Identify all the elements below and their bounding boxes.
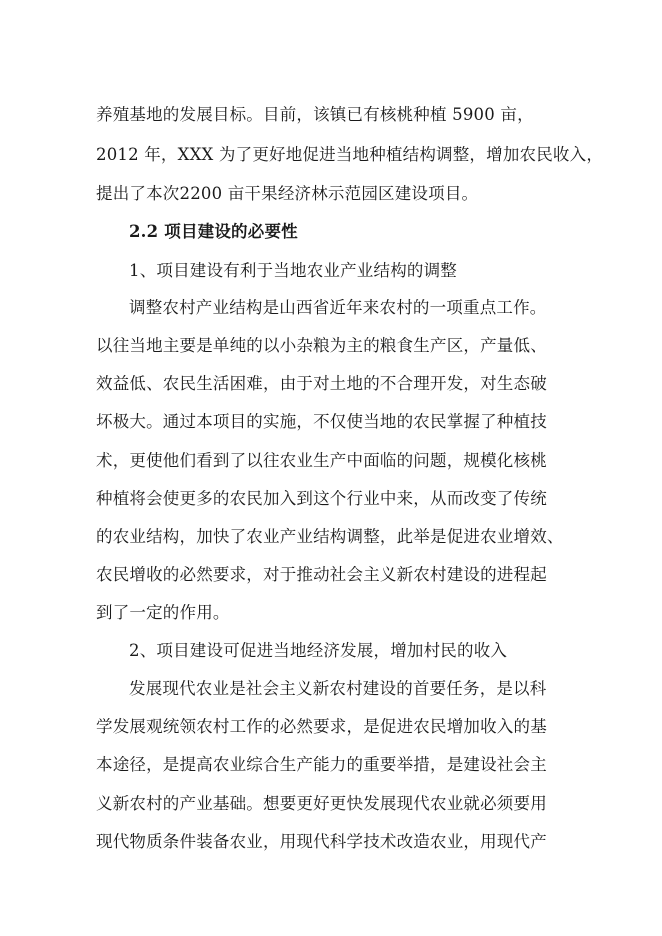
text-line: 坏极大。通过本项目的实施，不仅使当地的农民掌握了种植技 (96, 412, 547, 431)
section-heading: 2.2 项目建设的必要性 (129, 222, 298, 241)
text-line: 术，更使他们看到了以往农业生产中面临的问题，规模化核桃 (96, 451, 547, 470)
text-line: 本途径，是提高农业综合生产能力的重要举措，是建设社会主 (96, 755, 547, 774)
subsection-heading: 1、项目建设有利于当地农业产业结构的调整 (129, 261, 457, 280)
text-line: 到了一定的作用。 (96, 603, 230, 622)
text-line: 效益低、农民生活困难，由于对土地的不合理开发，对生态破 (96, 374, 547, 393)
text-line: 学发展观统领农村工作的必然要求，是促进农民增加收入的基 (96, 717, 547, 736)
text-line: 义新农村的产业基础。想要更好更快发展现代农业就必须要用 (96, 794, 547, 813)
text-line: 的农业结构，加快了农业产业结构调整，此举是促进农业增效、 (96, 527, 564, 546)
text-line: 种植将会使更多的农民加入到这个行业中来，从而改变了传统 (96, 489, 547, 508)
text-line: 以往当地主要是单纯的以小杂粮为主的粮食生产区，产量低、 (96, 336, 547, 355)
text-line: 现代物质条件装备农业，用现代科学技术改造农业，用现代产 (96, 832, 547, 851)
text-line: 2012 年，XXX 为了更好地促进当地种植结构调整，增加农民收入， (96, 145, 604, 164)
text-line: 养殖基地的发展目标。目前，该镇已有核桃种植 5900 亩， (96, 105, 534, 124)
text-line: 提出了本次2200 亩干果经济林示范园区建设项目。 (96, 184, 479, 203)
text-line: 发展现代农业是社会主义新农村建设的首要任务，是以科 (129, 679, 547, 698)
text-line: 调整农村产业结构是山西省近年来农村的一项重点工作。 (129, 298, 547, 317)
subsection-heading: 2、项目建设可促进当地经济发展，增加村民的收入 (129, 641, 508, 660)
text-line: 农民增收的必然要求，对于推动社会主义新农村建设的进程起 (96, 565, 547, 584)
